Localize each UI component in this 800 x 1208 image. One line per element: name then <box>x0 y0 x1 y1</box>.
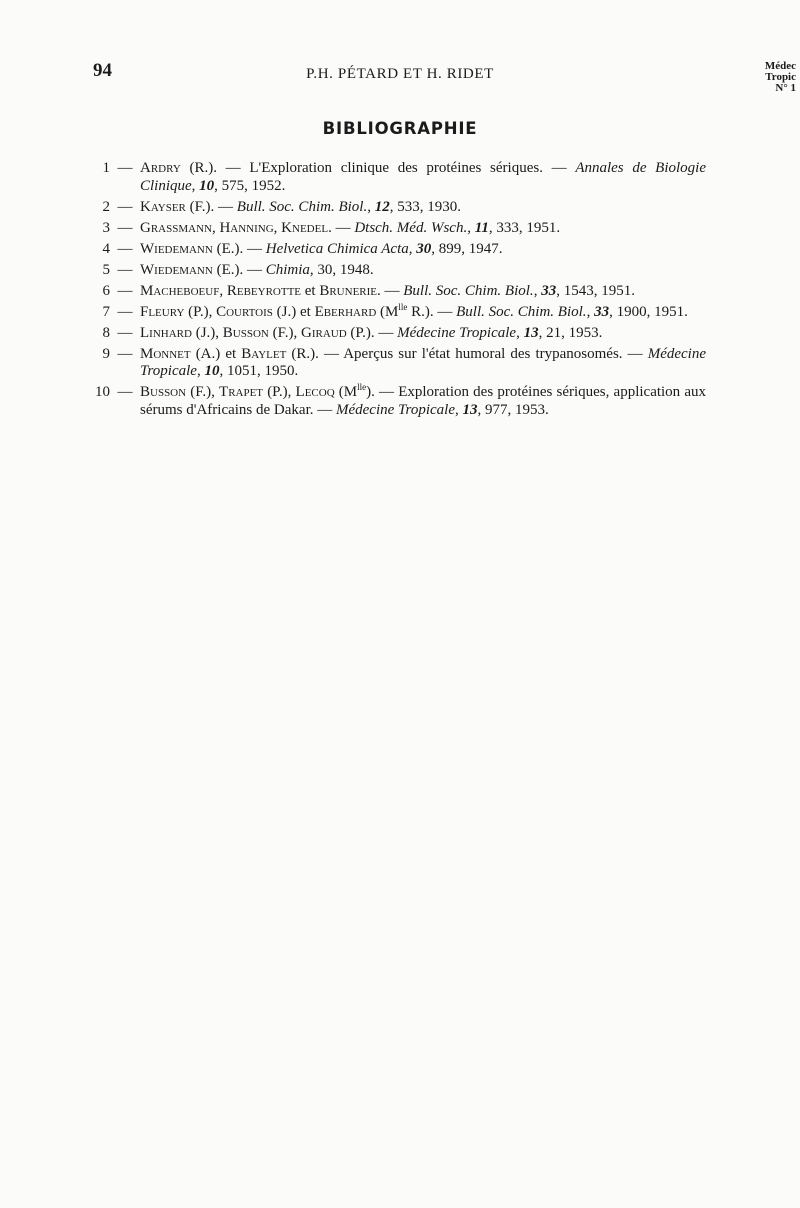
reference-fragment: Macheboeuf, Rebeyrotte <box>140 282 302 299</box>
reference-fragment: , <box>191 177 200 194</box>
reference-fragment: 10 <box>199 177 215 194</box>
reference-text <box>140 220 706 238</box>
reference-fragment: Lecoq <box>295 384 335 400</box>
journal-tag-line: Médec <box>764 61 796 72</box>
reference-number: 4 <box>102 240 110 257</box>
reference-text <box>140 325 706 343</box>
reference-fragment: Médecine Tropicale <box>335 401 455 418</box>
reference-text <box>140 241 706 259</box>
reference-fragment: , <box>408 240 417 257</box>
reference-fragment: Wiedemann <box>140 240 213 257</box>
reference-fragment: , 1900, 1951. <box>609 303 688 320</box>
reference-fragment: Monnet <box>140 345 191 362</box>
reference-number: 9 <box>102 345 110 362</box>
reference-fragment: 33 <box>594 303 610 320</box>
reference-fragment: Ardry <box>140 160 181 176</box>
reference-fragment: , <box>533 282 542 299</box>
reference-fragment: , <box>516 324 524 341</box>
reference-fragment: (M <box>334 384 358 400</box>
reference-fragment: 13 <box>462 401 478 418</box>
reference-fragment: (F.). — <box>185 198 237 215</box>
reference-fragment: 33 <box>541 282 557 299</box>
reference-number: 2 <box>102 198 110 215</box>
reference-fragment: Wiedemann <box>140 261 213 278</box>
reference-fragment: Courtois <box>216 303 273 320</box>
reference-fragment: 30 <box>416 240 432 257</box>
journal-tag <box>736 61 796 94</box>
reference-fragment: 13 <box>523 324 539 341</box>
reference-fragment: Chimia <box>265 261 310 278</box>
reference-item <box>92 301 706 322</box>
reference-dash: — <box>117 324 133 341</box>
reference-text <box>140 346 706 381</box>
reference-fragment: Médecine Tropicale <box>397 324 517 341</box>
reference-fragment: Brunerie <box>319 282 378 299</box>
reference-text <box>140 283 706 301</box>
reference-fragment: (E.). — <box>212 240 266 257</box>
reference-text <box>140 384 706 419</box>
reference-fragment: , 533, 1930. <box>389 198 461 215</box>
reference-dash: — <box>117 345 133 362</box>
reference-fragment: , 1051, 1950. <box>219 363 299 379</box>
running-head: P.H. PÉTARD ET H. RIDET <box>306 66 494 82</box>
reference-fragment: , <box>454 401 463 418</box>
reference-fragment: , <box>467 219 475 236</box>
reference-fragment: et <box>301 282 320 299</box>
reference-fragment: Grassmann, Hanning, Knedel <box>140 219 329 236</box>
reference-item <box>92 384 706 419</box>
reference-fragment: Dtsch. Méd. Wsch. <box>354 219 468 236</box>
reference-fragment: Busson <box>222 324 269 341</box>
reference-fragment: Médecine Tropicale <box>140 345 706 379</box>
reference-fragment: (E.). — <box>212 261 266 278</box>
reference-fragment: Trapet <box>219 384 264 400</box>
reference-dash: — <box>117 282 133 299</box>
reference-number: 8 <box>102 324 110 341</box>
reference-text <box>140 301 706 322</box>
reference-fragment: , 977, 1953. <box>477 401 549 418</box>
reference-number: 5 <box>102 261 110 278</box>
reference-fragment: (A.) et <box>190 345 242 362</box>
reference-fragment: , 30, 1948. <box>309 261 374 278</box>
reference-item <box>92 160 706 195</box>
reference-fragment: (J.) et <box>272 303 315 320</box>
reference-dash: — <box>117 261 133 278</box>
reference-item <box>92 241 706 259</box>
reference-fragment: lle <box>398 301 408 312</box>
page-number: 94 <box>93 60 112 81</box>
reference-fragment: Eberhard <box>314 303 377 320</box>
reference-number: 10 <box>95 384 110 400</box>
reference-item <box>92 220 706 238</box>
reference-fragment: Fleury <box>140 303 185 320</box>
reference-fragment: , 333, 1951. <box>488 219 561 236</box>
reference-fragment: (J.), <box>191 324 223 341</box>
reference-fragment: Giraud <box>301 324 347 341</box>
reference-dash: — <box>117 303 133 320</box>
reference-fragment: Bull. Soc. Chim. Biol. <box>236 198 368 215</box>
reference-dash: — <box>117 240 133 257</box>
reference-fragment: , 899, 1947. <box>431 240 503 257</box>
reference-fragment: , <box>586 303 595 320</box>
reference-dash: — <box>117 384 133 400</box>
reference-number: 6 <box>102 282 110 299</box>
reference-fragment: , 21, 1953. <box>538 324 603 341</box>
reference-fragment: (F.), <box>186 384 220 400</box>
reference-fragment: , <box>196 363 205 379</box>
reference-fragment: 10 <box>204 363 220 379</box>
reference-text <box>140 160 706 195</box>
reference-fragment: Linhard <box>140 324 192 341</box>
reference-fragment: (P.), <box>263 384 296 400</box>
section-title: BIBLIOGRAPHIE <box>322 119 478 138</box>
reference-fragment: (M <box>376 303 399 320</box>
journal-tag-line: N° 1 <box>775 82 796 94</box>
reference-number: 1 <box>102 160 110 176</box>
reference-fragment: , 1543, 1951. <box>556 282 635 299</box>
reference-fragment: 11 <box>474 219 489 236</box>
reference-item <box>92 283 706 301</box>
reference-fragment: (R.). — Aperçus sur l'état humoral des trypanosomés. — <box>286 345 648 362</box>
reference-fragment: Annales de Biologie Clinique <box>140 160 706 194</box>
reference-item <box>92 325 706 343</box>
reference-fragment: Bull. Soc. Chim. Biol. <box>403 282 534 299</box>
reference-number: 3 <box>102 219 110 236</box>
reference-fragment: (P.), <box>184 303 217 320</box>
reference-fragment: (P.). — <box>346 324 398 341</box>
reference-text <box>140 199 706 217</box>
reference-text <box>140 262 706 280</box>
reference-fragment: Helvetica Chimica Acta <box>265 240 409 257</box>
reference-fragment: Bull. Soc. Chim. Biol. <box>456 303 587 320</box>
reference-fragment: 12 <box>374 198 390 215</box>
reference-dash: — <box>117 219 133 236</box>
reference-fragment: (F.), <box>268 324 301 341</box>
reference-fragment: lle <box>357 382 367 392</box>
reference-fragment: Kayser <box>140 198 186 215</box>
reference-dash: — <box>117 160 133 176</box>
reference-item <box>92 199 706 217</box>
reference-fragment: . — <box>377 282 404 299</box>
reference-dash: — <box>117 198 133 215</box>
reference-fragment: Baylet <box>241 345 287 362</box>
reference-fragment: . — <box>328 219 355 236</box>
reference-item <box>92 262 706 280</box>
reference-fragment: (R.). — L'Exploration clinique des protéines sériques. — <box>180 160 576 176</box>
reference-fragment: R.). — <box>407 303 457 320</box>
reference-fragment: Busson <box>140 384 187 400</box>
reference-fragment: , <box>367 198 375 215</box>
journal-tag-line: Tropic <box>765 71 796 83</box>
reference-item <box>92 346 706 381</box>
reference-number: 7 <box>102 303 110 320</box>
reference-list <box>92 160 706 423</box>
reference-fragment: ). — Exploration des protéines sériques, application aux sérums d'Africains de Dakar. — <box>140 384 706 418</box>
reference-fragment: , 575, 1952. <box>214 177 286 194</box>
